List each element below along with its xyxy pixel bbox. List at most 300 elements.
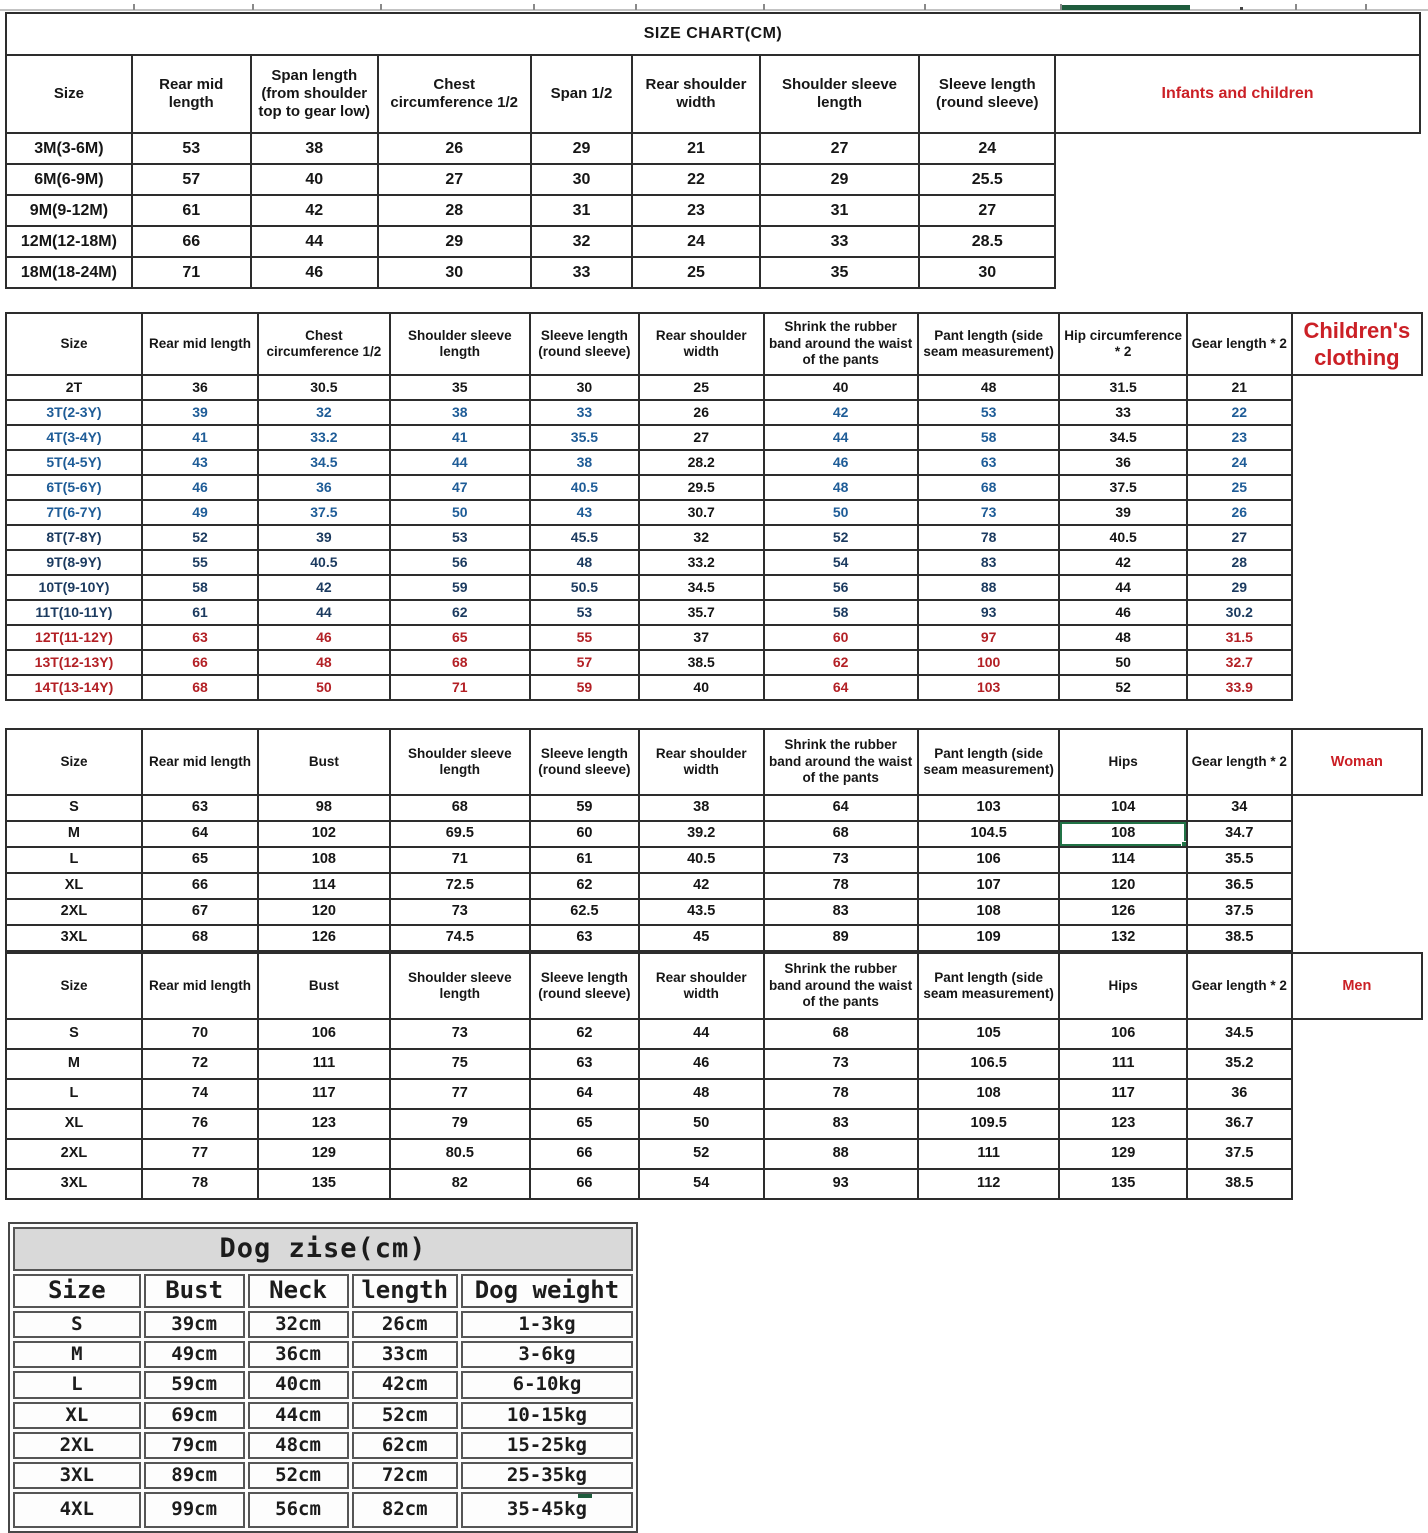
column-header: Shoulder sleeve length [390, 729, 530, 795]
data-table [5, 12, 1421, 289]
table-cell: 48 [258, 650, 390, 675]
table-cell: 35.5 [1187, 847, 1292, 873]
table-cell: 44 [258, 600, 390, 625]
table-cell: 52 [1059, 675, 1186, 700]
table-cell: 23 [632, 195, 759, 226]
table-row [13, 1311, 633, 1338]
column-header: Size [6, 313, 142, 375]
column-header: Pant length (side seam measurement) [918, 729, 1060, 795]
column-tick [1365, 4, 1367, 10]
table-cell: 34 [1187, 795, 1292, 821]
table-cell: 37.5 [1187, 899, 1292, 925]
table-cell: 83 [918, 550, 1060, 575]
table-cell: 46 [1059, 600, 1186, 625]
column-header: Shrink the rubber band around the waist of the pants [764, 729, 918, 795]
table-cell: 103 [918, 675, 1060, 700]
column-header: Bust [258, 729, 390, 795]
table-cell: 48 [1059, 625, 1186, 650]
table-cell: 64 [530, 1079, 639, 1109]
table-cell: 49cm [144, 1341, 245, 1368]
table-cell: XL [6, 1109, 142, 1139]
table-cell: 65 [390, 625, 530, 650]
data-table [5, 312, 1423, 701]
table-cell: 31.5 [1187, 625, 1292, 650]
column-tick [133, 4, 135, 10]
table-cell: M [13, 1341, 141, 1368]
table-row [6, 525, 1422, 550]
size-tables-adults [5, 728, 1423, 1200]
table-cell: 73 [764, 847, 918, 873]
column-header: Span 1/2 [531, 55, 633, 133]
table-row [6, 164, 1420, 195]
table-cell: 37.5 [258, 500, 390, 525]
table-cell: 14T(13-14Y) [6, 675, 142, 700]
table-cell: 126 [1059, 899, 1186, 925]
table-cell: 40.5 [258, 550, 390, 575]
table-cell: 55 [142, 550, 258, 575]
table-cell: 106 [918, 847, 1060, 873]
table-cell: 29 [531, 133, 633, 164]
table-cell: 78 [764, 1079, 918, 1109]
table-cell: 33 [530, 400, 639, 425]
table-cell: 46 [639, 1049, 764, 1079]
table-cell: 50 [639, 1109, 764, 1139]
table-cell: 42 [764, 400, 918, 425]
table-cell: 58 [764, 600, 918, 625]
table-cell: 70 [142, 1019, 258, 1049]
table-cell: 126 [258, 925, 390, 951]
table-cell: 44 [251, 226, 378, 257]
table-cell: 27 [1187, 525, 1292, 550]
table-cell: 64 [764, 675, 918, 700]
table-cell: 55 [530, 625, 639, 650]
table-cell: 44 [764, 425, 918, 450]
table-cell: 32 [639, 525, 764, 550]
table-row [6, 1169, 1422, 1199]
table-cell: 42 [251, 195, 378, 226]
table-cell: 44cm [248, 1402, 349, 1429]
table-cell: 22 [632, 164, 759, 195]
table-cell: 23 [1187, 425, 1292, 450]
table-cell: 50 [764, 500, 918, 525]
table-cell: 38 [251, 133, 378, 164]
table-row [6, 1139, 1422, 1169]
table-row [6, 1019, 1422, 1049]
table-cell: 104.5 [918, 821, 1060, 847]
table-cell: 59cm [144, 1371, 245, 1398]
table-cell: 1-3kg [461, 1311, 633, 1338]
column-header: Hip circumference * 2 [1059, 313, 1186, 375]
table-cell: 52 [639, 1139, 764, 1169]
table-cell: 52 [142, 525, 258, 550]
table-cell: 50 [258, 675, 390, 700]
table-cell: 42 [639, 873, 764, 899]
table-cell: 73 [918, 500, 1060, 525]
table-cell: 40 [639, 675, 764, 700]
table-cell: 30 [531, 164, 633, 195]
table-cell: 106.5 [918, 1049, 1060, 1079]
column-header: Shoulder sleeve length [390, 313, 530, 375]
table-cell: 6T(5-6Y) [6, 475, 142, 500]
table-cell: 117 [258, 1079, 390, 1109]
table-cell: 56cm [248, 1492, 349, 1528]
table-row [6, 899, 1422, 925]
table-cell: 111 [1059, 1049, 1186, 1079]
table-cell: 112 [918, 1169, 1060, 1199]
table-cell: 31 [760, 195, 920, 226]
table-cell: 36 [258, 475, 390, 500]
table-cell: 48 [639, 1079, 764, 1109]
table-cell: 104 [1059, 795, 1186, 821]
table-cell: 25-35kg [461, 1462, 633, 1489]
gridline-dot [1240, 7, 1243, 10]
table-cell: 48 [918, 375, 1060, 400]
table-cell: 3-6kg [461, 1341, 633, 1368]
table-cell: 106 [1059, 1019, 1186, 1049]
table-cell: 82cm [352, 1492, 458, 1528]
data-table [8, 1222, 638, 1533]
table-row [13, 1462, 633, 1489]
table-cell: 34.5 [258, 450, 390, 475]
table-cell: 40 [764, 375, 918, 400]
table-cell: 53 [530, 600, 639, 625]
category-label: Men [1292, 953, 1422, 1019]
table-cell: 123 [1059, 1109, 1186, 1139]
table-cell: 40.5 [530, 475, 639, 500]
table-cell: 10T(9-10Y) [6, 575, 142, 600]
table-cell: 42cm [352, 1371, 458, 1398]
table-cell: 75 [390, 1049, 530, 1079]
table-cell: 62cm [352, 1432, 458, 1459]
table-cell: 30.5 [258, 375, 390, 400]
column-tick [924, 4, 926, 10]
table-cell: 46 [251, 257, 378, 288]
table-cell: 32 [531, 226, 633, 257]
table-cell: 30.2 [1187, 600, 1292, 625]
table-cell: 9M(9-12M) [6, 195, 132, 226]
table-cell: 31.5 [1059, 375, 1186, 400]
table-cell: 46 [142, 475, 258, 500]
table-row [6, 675, 1422, 700]
table-cell: 28.5 [919, 226, 1055, 257]
table-cell: L [6, 1079, 142, 1109]
table-cell: 77 [142, 1139, 258, 1169]
table-cell: S [13, 1311, 141, 1338]
table-cell: 88 [918, 575, 1060, 600]
table-cell: 33.2 [258, 425, 390, 450]
column-tick [763, 4, 765, 10]
table-cell: 63 [918, 450, 1060, 475]
table-cell: 83 [764, 899, 918, 925]
column-header: Sleeve length (round sleeve) [530, 953, 639, 1019]
table-cell: 78 [142, 1169, 258, 1199]
table-cell: 27 [639, 425, 764, 450]
table-cell: 30 [378, 257, 531, 288]
table-cell: 25 [632, 257, 759, 288]
table-cell: 41 [390, 425, 530, 450]
table-cell: 109.5 [918, 1109, 1060, 1139]
table-cell: 106 [258, 1019, 390, 1049]
table-cell: 43 [142, 450, 258, 475]
column-header: Size [6, 729, 142, 795]
table-cell: 12M(12-18M) [6, 226, 132, 257]
table-cell: XL [6, 873, 142, 899]
table-header-row [6, 953, 1422, 1019]
column-header: Shrink the rubber band around the waist of the pants [764, 313, 918, 375]
column-header: Gear length * 2 [1187, 953, 1292, 1019]
table-cell: 44 [639, 1019, 764, 1049]
column-header: length [352, 1274, 458, 1308]
table-cell: 71 [132, 257, 251, 288]
column-header: Rear mid length [132, 55, 251, 133]
table-cell: 61 [530, 847, 639, 873]
table-row [13, 1371, 633, 1398]
table-cell: 29.5 [639, 475, 764, 500]
table-cell: 68 [764, 1019, 918, 1049]
table-cell: 107 [918, 873, 1060, 899]
table-cell: 40cm [248, 1371, 349, 1398]
table-title-row [6, 13, 1420, 55]
table-cell: 33 [1059, 400, 1186, 425]
table-cell: 73 [390, 899, 530, 925]
table-row [6, 450, 1422, 475]
table-cell: 68 [764, 821, 918, 847]
table-cell: 62 [764, 650, 918, 675]
table-cell: 79 [390, 1109, 530, 1139]
table-cell: 97 [918, 625, 1060, 650]
column-header: Rear shoulder width [639, 953, 764, 1019]
table-cell: 21 [1187, 375, 1292, 400]
table-cell: 60 [764, 625, 918, 650]
table-cell: 33 [531, 257, 633, 288]
table-row [13, 1402, 633, 1429]
column-header: Size [13, 1274, 141, 1308]
table-cell: 38 [639, 795, 764, 821]
size-table-infants [5, 12, 1421, 289]
table-cell: 58 [142, 575, 258, 600]
table-cell: 30.7 [639, 500, 764, 525]
table-row [6, 195, 1420, 226]
table-cell: 39 [1059, 500, 1186, 525]
table-cell: 31 [531, 195, 633, 226]
column-header: Chest circumference 1/2 [378, 55, 531, 133]
table-cell: 59 [390, 575, 530, 600]
table-header-row [13, 1274, 633, 1308]
table-cell: XL [13, 1402, 141, 1429]
table-cell: 8T(7-8Y) [6, 525, 142, 550]
table-cell: 89 [764, 925, 918, 951]
table-cell: 2T [6, 375, 142, 400]
table-cell: 40 [251, 164, 378, 195]
table-header-row [6, 313, 1422, 375]
table-cell: 3XL [6, 925, 142, 951]
table-row [6, 475, 1422, 500]
column-header: Sleeve length (round sleeve) [530, 729, 639, 795]
table-cell: 74 [142, 1079, 258, 1109]
table-cell: 40.5 [1059, 525, 1186, 550]
table-cell: 46 [258, 625, 390, 650]
table-cell: 105 [918, 1019, 1060, 1049]
table-cell: 34.5 [1059, 425, 1186, 450]
table-cell: 6M(6-9M) [6, 164, 132, 195]
table-row [13, 1432, 633, 1459]
table-row [6, 873, 1422, 899]
table-cell: 27 [919, 195, 1055, 226]
table-cell: 57 [530, 650, 639, 675]
table-title-row [13, 1227, 633, 1271]
table-row [6, 375, 1422, 400]
table-cell: 12T(11-12Y) [6, 625, 142, 650]
table-title: SIZE CHART(CM) [6, 13, 1420, 55]
table-cell: 24 [632, 226, 759, 257]
table-cell: 48 [764, 475, 918, 500]
gridline-mark [578, 1494, 592, 1498]
selected-column-header-highlight [1062, 5, 1190, 10]
table-cell: 15-25kg [461, 1432, 633, 1459]
table-cell: 56 [390, 550, 530, 575]
table-cell: 36 [142, 375, 258, 400]
table-cell: 65 [530, 1109, 639, 1139]
table-cell: 38 [390, 400, 530, 425]
table-cell: 62.5 [530, 899, 639, 925]
column-tick [533, 4, 535, 10]
column-header: Dog weight [461, 1274, 633, 1308]
table-cell: 24 [919, 133, 1055, 164]
table-cell: 98 [258, 795, 390, 821]
table-cell: L [6, 847, 142, 873]
table-cell: 68 [390, 795, 530, 821]
table-cell: 36 [1059, 450, 1186, 475]
table-cell: 64 [764, 795, 918, 821]
table-cell: 78 [918, 525, 1060, 550]
column-header: Chest circumference 1/2 [258, 313, 390, 375]
category-label: Children's clothing [1292, 313, 1422, 375]
table-cell: 66 [142, 873, 258, 899]
column-header: Shrink the rubber band around the waist of the pants [764, 953, 918, 1019]
table-row [6, 625, 1422, 650]
table-cell: 45.5 [530, 525, 639, 550]
table-cell: 129 [1059, 1139, 1186, 1169]
table-cell: 52cm [352, 1402, 458, 1429]
table-header-row [6, 729, 1422, 795]
table-cell: 93 [764, 1169, 918, 1199]
table-cell: 74.5 [390, 925, 530, 951]
table-cell: 68 [142, 925, 258, 951]
table-cell: 39cm [144, 1311, 245, 1338]
table-cell: 3XL [13, 1462, 141, 1489]
table-cell: 114 [1059, 847, 1186, 873]
column-tick [380, 4, 382, 10]
column-header: Size [6, 953, 142, 1019]
table-cell: 38.5 [1187, 1169, 1292, 1199]
table-cell: 2XL [6, 1139, 142, 1169]
column-header: Sleeve length (round sleeve) [919, 55, 1055, 133]
table-row [6, 1079, 1422, 1109]
table-cell: 68 [390, 650, 530, 675]
table-row [6, 925, 1422, 951]
table-cell: 34.5 [1187, 1019, 1292, 1049]
table-cell: 21 [632, 133, 759, 164]
table-cell: 77 [390, 1079, 530, 1109]
table-cell: 60 [530, 821, 639, 847]
table-cell: 108 [258, 847, 390, 873]
table-cell: 32 [258, 400, 390, 425]
table-cell: 52 [764, 525, 918, 550]
table-cell: 35.7 [639, 600, 764, 625]
table-cell: 44 [1059, 575, 1186, 600]
table-cell: 28.2 [639, 450, 764, 475]
table-cell: 26 [378, 133, 531, 164]
table-cell: 43 [530, 500, 639, 525]
table-cell: 22 [1187, 400, 1292, 425]
table-cell: 7T(6-7Y) [6, 500, 142, 525]
column-header: Hips [1059, 953, 1186, 1019]
table-cell: 59 [530, 675, 639, 700]
table-cell: 36.5 [1187, 873, 1292, 899]
table-row [6, 600, 1422, 625]
table-row [6, 1049, 1422, 1079]
table-cell: 53 [132, 133, 251, 164]
table-cell: 63 [530, 925, 639, 951]
table-title: Dog zise(cm) [13, 1227, 633, 1271]
table-cell: 69.5 [390, 821, 530, 847]
table-cell: 10-15kg [461, 1402, 633, 1429]
table-cell: 111 [258, 1049, 390, 1079]
table-cell: 68 [142, 675, 258, 700]
column-tick [252, 4, 254, 10]
table-cell: 2XL [6, 899, 142, 925]
table-cell: 37.5 [1059, 475, 1186, 500]
column-tick [1295, 4, 1297, 10]
column-header: Size [6, 55, 132, 133]
table-cell: 56 [764, 575, 918, 600]
table-cell: 30 [919, 257, 1055, 288]
column-header: Bust [144, 1274, 245, 1308]
table-row [6, 575, 1422, 600]
table-cell: 28 [378, 195, 531, 226]
table-cell: 62 [530, 873, 639, 899]
table-cell: 120 [1059, 873, 1186, 899]
table-row [13, 1492, 633, 1528]
table-cell: 65 [142, 847, 258, 873]
table-cell: 71 [390, 847, 530, 873]
column-header: Rear mid length [142, 953, 258, 1019]
table-cell: 6-10kg [461, 1371, 633, 1398]
table-cell: 132 [1059, 925, 1186, 951]
column-header: Bust [258, 953, 390, 1019]
column-header: Hips [1059, 729, 1186, 795]
table-cell: 72.5 [390, 873, 530, 899]
table-cell: 49 [142, 500, 258, 525]
table-cell: 35.5 [530, 425, 639, 450]
table-cell: 43.5 [639, 899, 764, 925]
table-cell: 26 [639, 400, 764, 425]
table-row [6, 795, 1422, 821]
table-cell: 66 [132, 226, 251, 257]
table-cell: 33.9 [1187, 675, 1292, 700]
column-header: Rear shoulder width [632, 55, 759, 133]
table-cell: 4XL [13, 1492, 141, 1528]
table-cell: 32.7 [1187, 650, 1292, 675]
column-header: Shoulder sleeve length [760, 55, 920, 133]
table-cell: 52cm [248, 1462, 349, 1489]
table-cell: 40.5 [639, 847, 764, 873]
table-row [6, 821, 1422, 847]
table-cell: 38.5 [1187, 925, 1292, 951]
table-cell: 63 [142, 625, 258, 650]
table-cell: 72 [142, 1049, 258, 1079]
table-cell: 36 [1187, 1079, 1292, 1109]
